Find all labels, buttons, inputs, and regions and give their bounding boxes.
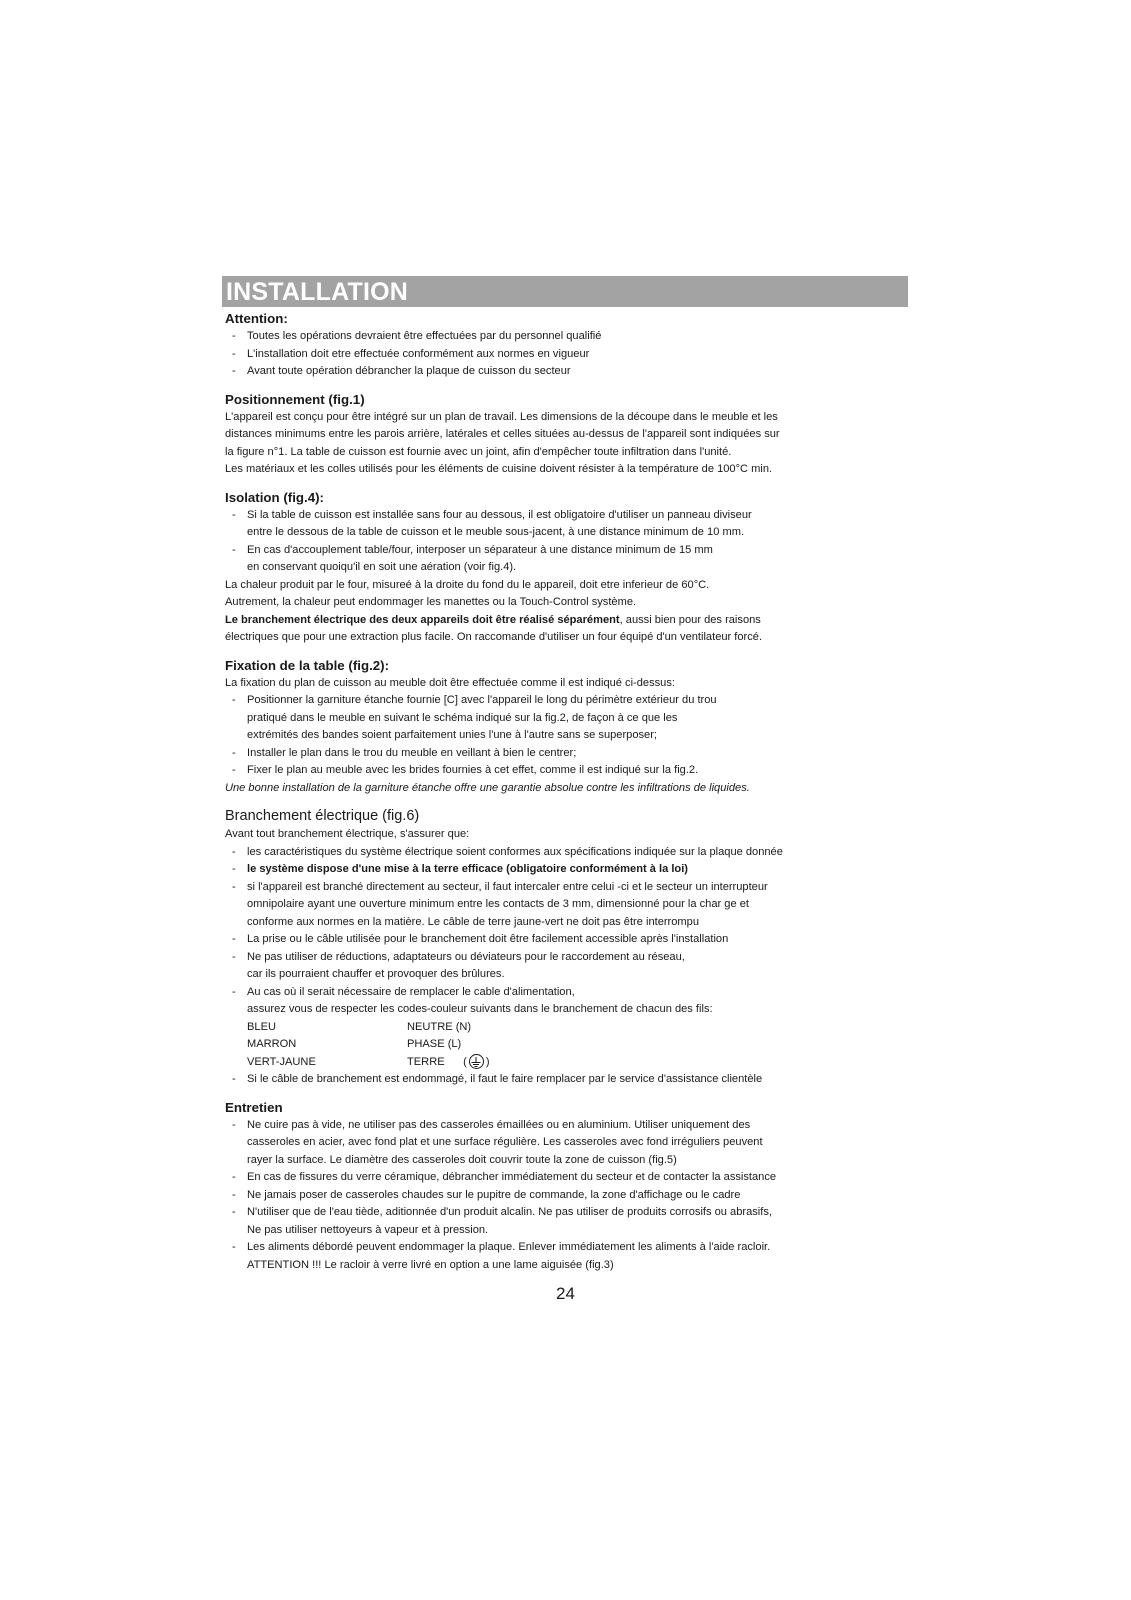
dash-marker: - <box>232 1206 236 1218</box>
positionnement-heading: Positionnement (fig.1) <box>225 391 365 407</box>
list-item-text: rayer la surface. Le diamètre des casseroles doit couvrir toute la zone de cuisson (fig.5) <box>247 1153 677 1166</box>
list-item <box>225 861 875 879</box>
isolation-warning-rest: , aussi bien pour des raisons <box>619 613 761 626</box>
list-item <box>225 879 875 932</box>
list-item <box>225 762 875 780</box>
list-item-text: entre le dessous de la table de cuisson et le meuble sous-jacent, à une distance minimum de 10 mm. <box>247 526 745 538</box>
wire-name: PHASE (L) <box>407 1038 462 1050</box>
list-item <box>225 1187 875 1205</box>
list-item <box>225 745 875 763</box>
fixation-list <box>225 692 875 780</box>
dash-marker: - <box>232 764 236 776</box>
list-item <box>225 1117 875 1170</box>
isolation-line: La chaleur produit par le four, misureé à la droite du fond du le appareil, doit etre inferieur de 60°C. <box>225 578 710 591</box>
list-item-text: Au cas où il serait nécessaire de remplacer le cable d'alimentation, <box>247 985 575 998</box>
list-item-text: Positionner la garniture étanche fournie [C] avec l'appareil le long du périmètre extérieur du trou <box>247 694 717 706</box>
wire-color: BLEU <box>247 1020 276 1033</box>
earth-ground-icon <box>469 1054 484 1069</box>
list-item-text: Si le câble de branchement est endommagé, il faut le faire remplacer par le service d'assistance clientèle <box>247 1073 763 1085</box>
page-content <box>225 310 875 1274</box>
dash-marker: - <box>232 746 236 759</box>
dash-marker: - <box>232 1073 236 1085</box>
list-item-text: pratiqué dans le meuble en suivant le schéma indiqué sur la fig.2, de façon à ce que les <box>247 711 678 724</box>
list-item-text: assurez vous de respecter les codes-couleur suivants dans le branchement de chacun des fils: <box>247 1003 713 1015</box>
list-item-text: omnipolaire ayant une ouverture minimum entre les contacts de 3 mm, dimensionné pour la char ge et <box>247 898 749 910</box>
wire-row <box>247 1036 875 1054</box>
list-item-text: Les aliments débordé peuvent endommager la plaque. Enlever immédiatement les aliments à l'aide racloir. <box>247 1241 771 1253</box>
list-item-text: Avant toute opération débrancher la plaque de cuisson du secteur <box>247 365 571 377</box>
list-item-text: Fixer le plan au meuble avec les brides fournies à cet effet, comme il est indiqué sur la fig.2. <box>247 764 699 776</box>
paren-open: ( <box>463 1055 467 1068</box>
branchement-intro: Avant tout branchement électrique, s'assurer que: <box>225 828 470 840</box>
list-item-text: Ne cuire pas à vide, ne utiliser pas des casseroles émaillées ou en aluminium. Utiliser uniquement des <box>247 1118 751 1131</box>
list-item <box>225 1204 875 1239</box>
list-item <box>225 1169 875 1187</box>
section-banner <box>222 276 908 307</box>
dash-marker: - <box>232 365 236 377</box>
entretien-list <box>225 1117 875 1275</box>
dash-marker: - <box>232 1171 236 1183</box>
list-item <box>225 692 875 745</box>
fixation-heading: Fixation de la table (fig.2): <box>225 657 390 673</box>
list-item <box>225 949 875 984</box>
dash-marker: - <box>232 863 236 875</box>
list-item <box>225 328 875 346</box>
dash-marker: - <box>232 880 236 893</box>
wire-color: MARRON <box>247 1038 297 1050</box>
dash-marker: - <box>232 508 236 521</box>
attention-heading: Attention: <box>225 311 288 326</box>
wire-name: NEUTRE (N) <box>407 1020 472 1033</box>
isolation-line: électriques que pour une extraction plus facile. On raccomande d'utiliser un four équipé d'un ventilateur forcé. <box>225 631 763 643</box>
paren-close: ) <box>485 1055 490 1068</box>
positionnement-line: L'appareil est conçu pour être intégré sur un plan de travail. Les dimensions de la découpe dans le meuble et les <box>225 410 778 423</box>
list-item-text: Installer le plan dans le trou du meuble en veillant à bien le centrer; <box>247 746 577 759</box>
list-item-text: en conservant quoiqu'il en soit une aération (voir fig.4). <box>247 561 517 573</box>
dash-marker: - <box>232 347 236 360</box>
wire-color-table <box>247 1019 875 1072</box>
list-item-text: les caractéristiques du système électrique soient conformes aux spécifications indiquée sur la plaque donnée <box>247 845 783 858</box>
branchement-list <box>225 844 875 1019</box>
list-item-text: Toutes les opérations devraient être effectuées par du personnel qualifié <box>247 330 602 342</box>
list-item-text: car ils pourraient chauffer et provoquer des brûlures. <box>247 968 505 980</box>
list-item-text: Ne jamais poser de casseroles chaudes sur le pupitre de commande, la zone d'affichage ou le cadre <box>247 1188 741 1201</box>
list-item <box>225 346 875 364</box>
entretien-heading: Entretien <box>225 1099 283 1115</box>
dash-marker: - <box>232 933 236 945</box>
list-item-text: N'utiliser que de l'eau tiède, aditionnée d'un produit alcalin. Ne pas utiliser de produits corrosifs ou abrasifs, <box>247 1206 772 1218</box>
wire-color: VERT-JAUNE <box>247 1055 316 1068</box>
list-item-text: ATTENTION !!! Le racloir à verre livré en option a une lame aiguisée (fig.3) <box>247 1258 614 1271</box>
dash-marker: - <box>232 950 236 963</box>
wire-row <box>247 1019 875 1037</box>
dash-marker: - <box>232 845 236 858</box>
positionnement-line: Les matériaux et les colles utilisés pour les éléments de cuisine doivent résister à la température de 100°C min. <box>225 463 773 475</box>
attention-list <box>225 328 875 381</box>
list-item <box>225 363 875 381</box>
list-item-text: extrémités des bandes soient parfaitement unies l'une à l'autre sans se superposer; <box>247 729 658 741</box>
list-item-text: casseroles en acier, avec fond plat et une surface régulière. Les casseroles avec fond irréguliers peuvent <box>247 1136 763 1148</box>
page-number: 24 <box>556 1284 575 1303</box>
isolation-warning <box>225 612 875 630</box>
list-item-text: Si la table de cuisson est installée sans four au dessous, il est obligatoire d'utiliser un panneau diviseur <box>247 508 752 521</box>
list-item-text: En cas de fissures du verre céramique, débrancher immédiatement du secteur et de contacter la assistance <box>247 1171 777 1183</box>
fixation-note: Une bonne installation de la garniture étanche offre une garantie absolue contre les infiltrations de liquides. <box>225 781 750 794</box>
dash-marker: - <box>232 543 236 556</box>
dash-marker: - <box>232 330 236 342</box>
positionnement-line: distances minimums entre les parois arrière, latérales et celles situées au-dessus de l'appareil sont indiquées sur <box>225 428 780 440</box>
branchement-list-end <box>225 1071 875 1089</box>
dash-marker: - <box>232 694 236 706</box>
dash-marker: - <box>232 1188 236 1201</box>
dash-marker: - <box>232 1118 236 1131</box>
page-title: INSTALLATION <box>226 278 409 306</box>
list-item <box>225 844 875 862</box>
list-item-text: si l'appareil est branché directement au secteur, il faut intercaler entre celui -ci et le secteur un interrupteur <box>247 880 768 893</box>
isolation-list <box>225 507 875 577</box>
isolation-warning-bold: Le branchement électrique des deux appareils doit être réalisé séparément <box>225 613 620 626</box>
list-item <box>225 984 875 1019</box>
list-item <box>225 542 875 577</box>
list-item <box>225 1239 875 1274</box>
branchement-heading: Branchement électrique (fig.6) <box>225 808 420 824</box>
list-item <box>225 1071 875 1089</box>
wire-name-earth <box>407 1054 490 1072</box>
list-item-text: Ne pas utiliser de réductions, adaptateurs ou déviateurs pour le raccordement au réseau, <box>247 950 685 963</box>
list-item-text: En cas d'accouplement table/four, interposer un séparateur à une distance minimum de 15 mm <box>247 543 713 556</box>
list-item <box>225 931 875 949</box>
fixation-intro: La fixation du plan de cuisson au meuble doit être effectuée comme il est indiqué ci-dessus: <box>225 676 675 689</box>
wire-row <box>247 1054 875 1072</box>
list-item-text: le système dispose d'une mise à la terre efficace (obligatoire conformément à la loi) <box>247 863 688 875</box>
positionnement-line: la figure n°1. La table de cuisson est fournie avec un joint, afin d'empêcher toute infiltration dans l'unité. <box>225 445 732 458</box>
dash-marker: - <box>232 985 236 998</box>
list-item-text: L'installation doit etre effectuée conformément aux normes en vigueur <box>247 347 590 360</box>
list-item-text: Ne pas utiliser nettoyeurs à vapeur et à pression. <box>247 1223 489 1236</box>
isolation-line: Autrement, la chaleur peut endommager les manettes ou la Touch-Control système. <box>225 596 637 608</box>
wire-name: TERRE <box>407 1055 445 1068</box>
dash-marker: - <box>232 1241 236 1253</box>
list-item-text: La prise ou le câble utilisée pour le branchement doit être facilement accessible après l'installation <box>247 933 729 945</box>
list-item <box>225 507 875 542</box>
isolation-heading: Isolation (fig.4): <box>225 489 324 505</box>
list-item-text: conforme aux normes en la matière. Le câble de terre jaune-vert ne doit pas être interrompu <box>247 915 699 928</box>
